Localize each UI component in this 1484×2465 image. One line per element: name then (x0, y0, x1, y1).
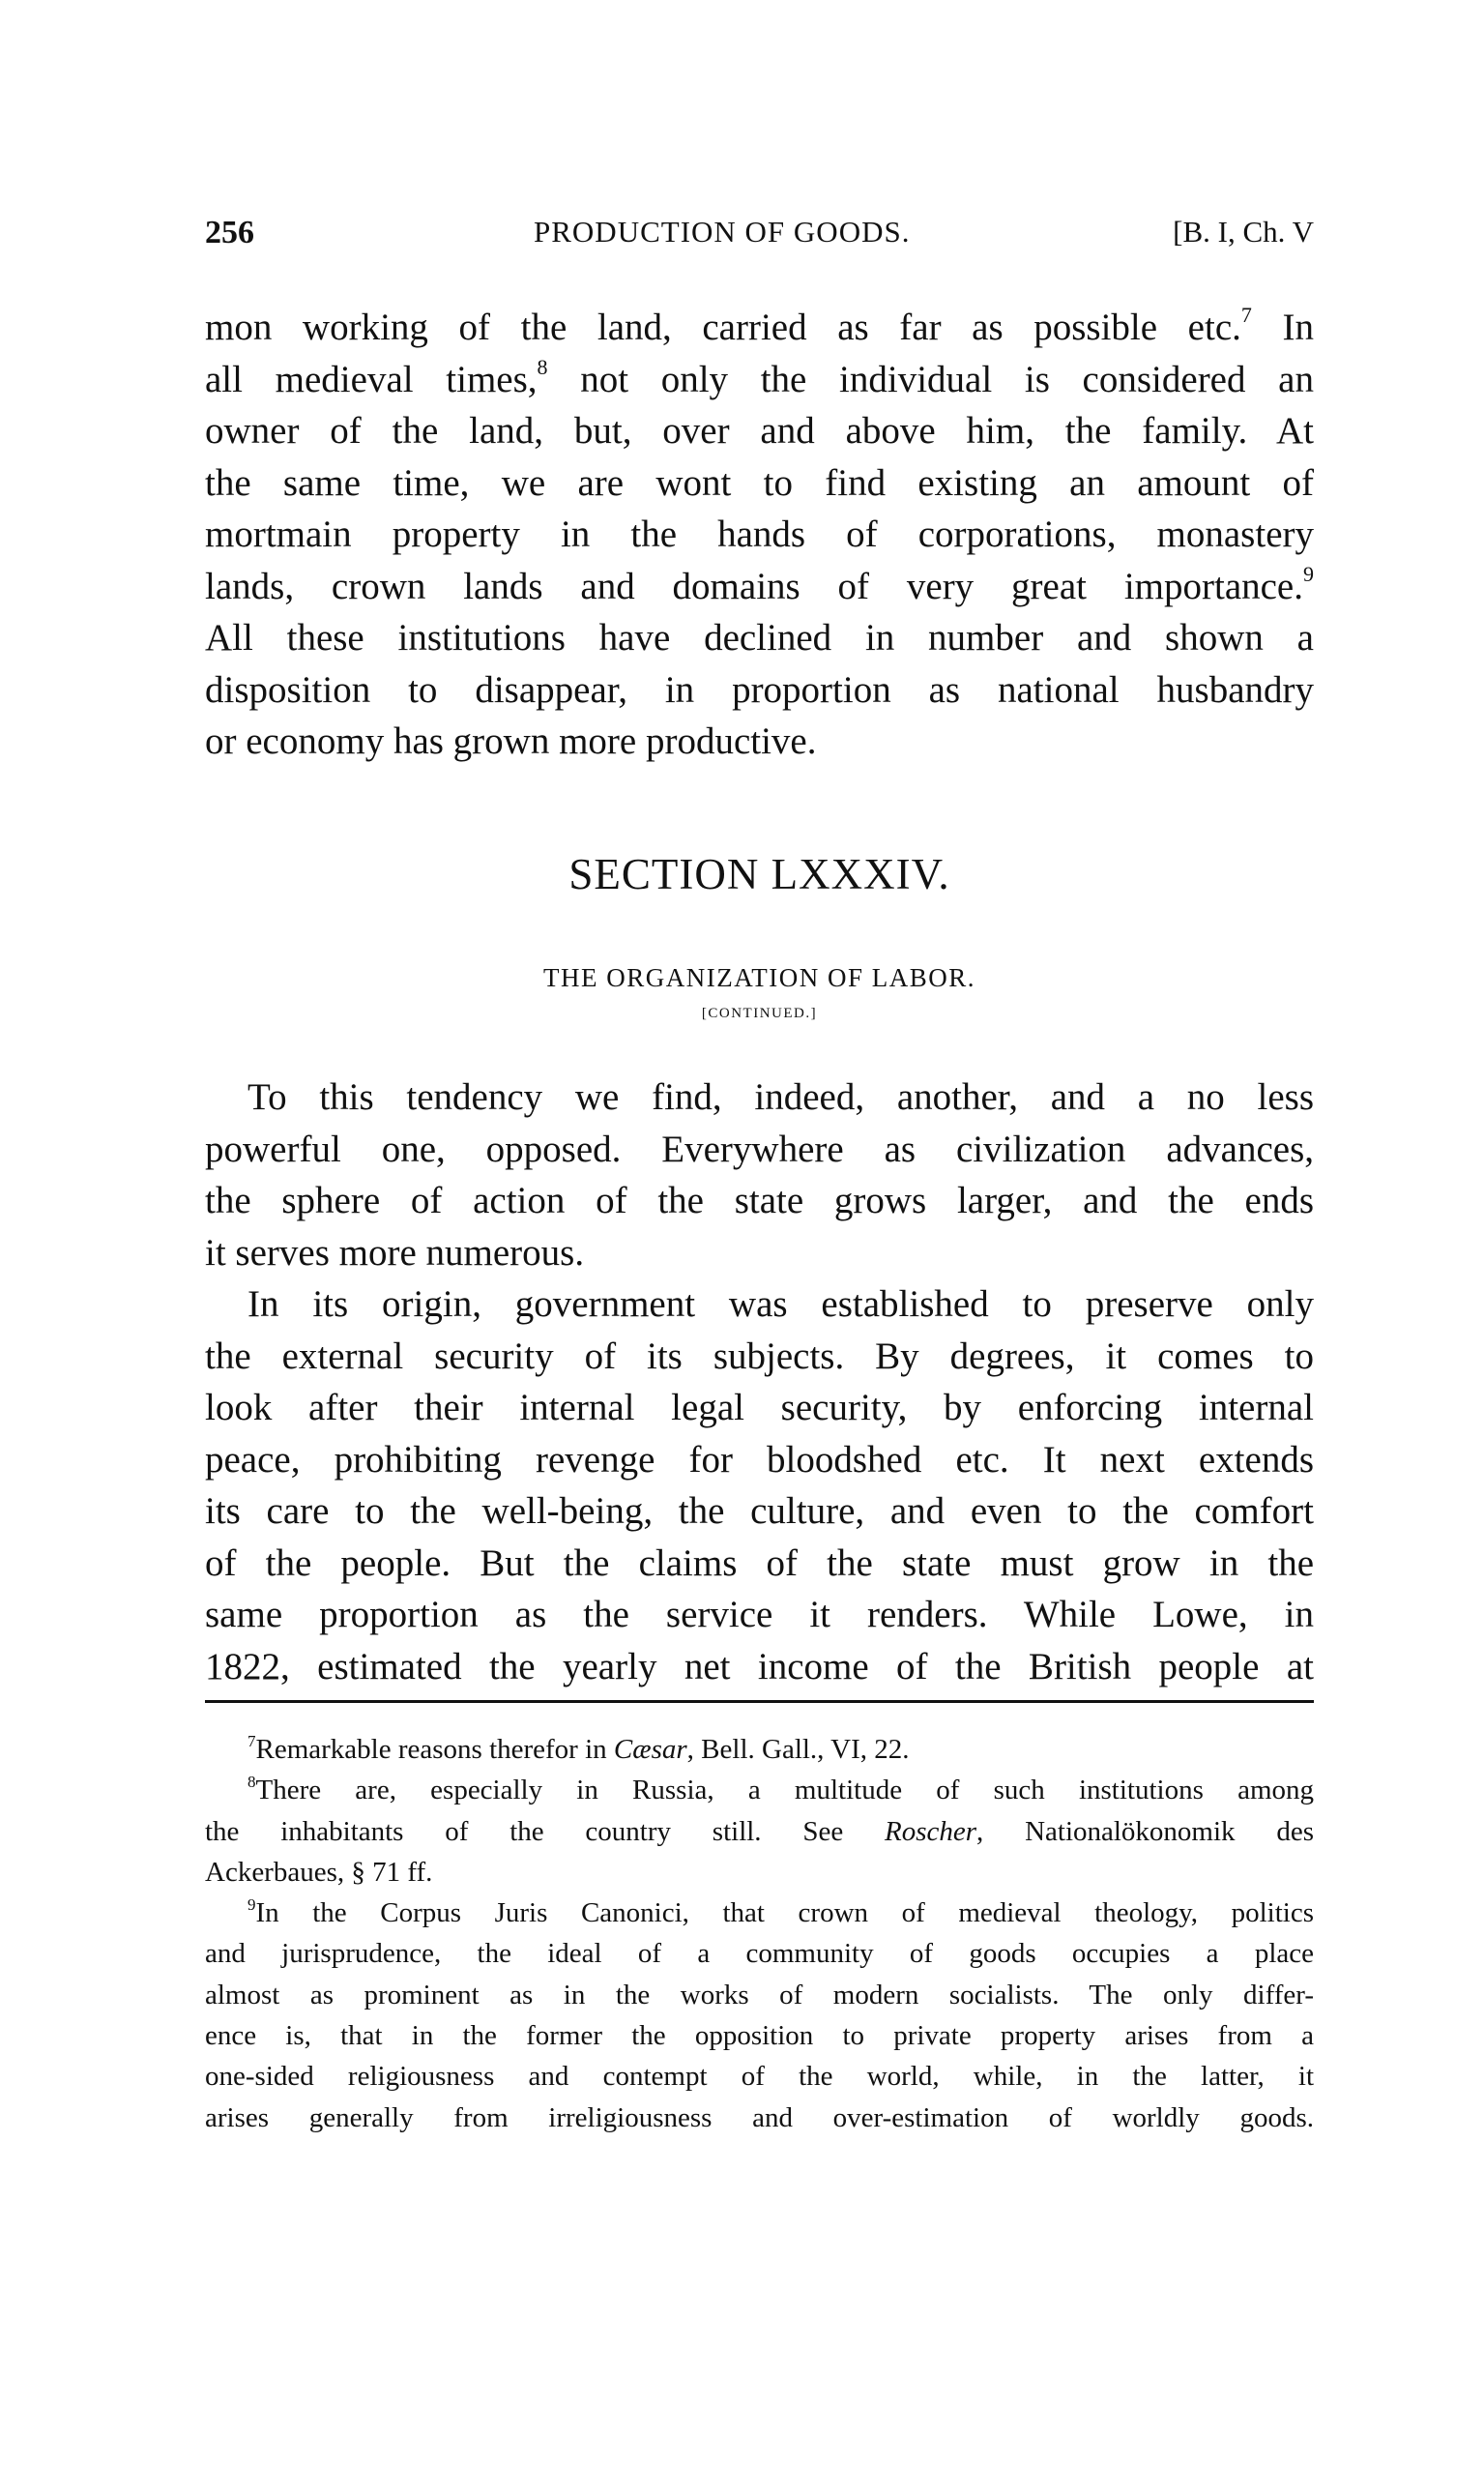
section-title: SECTION LXXXIV. (568, 850, 950, 898)
chapter-reference: [B. I, Ch. V (1173, 215, 1314, 249)
text-line: Ackerbaues, § 71 ff. (205, 1856, 433, 1888)
footnotes (205, 1729, 1314, 2138)
running-header (205, 215, 1314, 253)
text-line: lands, crown lands and domains of very great importance.$^9$ (205, 561, 1314, 607)
footnote-ref[interactable]: 8 (537, 354, 548, 379)
page-number: 256 (205, 215, 254, 250)
text-line: mon working of the land, carried as far as possible etc.$^7$ In (205, 303, 1314, 348)
text-line: look after their internal legal security, by enforcing internal (205, 1387, 1314, 1428)
text-line: powerful one, opposed. Everywhere as civilization advances, (205, 1128, 1314, 1170)
section-subtitle: THE ORGANIZATION OF LABOR. (543, 963, 975, 992)
text-line: same proportion as the service it renders. While Lowe, in (205, 1594, 1314, 1635)
footnote-divider (205, 1700, 1314, 1703)
running-title: PRODUCTION OF GOODS. (534, 215, 911, 249)
section-continued: [CONTINUED.] (701, 1006, 818, 1021)
text-line: the inhabitants of the country still. See Roscher, Nationalökonomik des (205, 1815, 1314, 1847)
paragraph-1 (205, 302, 1314, 768)
text-line: the same time, we are wont to find existing an amount of (205, 461, 1314, 504)
text-line: arises generally from irreligiousness and over-estimation of worldly goods. (205, 2101, 1314, 2133)
footnote-9: $^9$In the Corpus Juris Canonici, that crown of medieval theology, politics (247, 1895, 1314, 1929)
text-line: ence is, that in the former the opposition to private property arises from a (205, 2020, 1314, 2052)
text-line: its care to the well-being, the culture, and even to the comfort (205, 1490, 1314, 1532)
text-line: all medieval times,$^8$ not only the individual is considered an (205, 354, 1314, 400)
footnote-ref[interactable]: 9 (1303, 561, 1314, 586)
text-line: 1822, estimated the yearly net income of the British people at (205, 1645, 1314, 1687)
text-line: almost as prominent as in the works of modern socialists. The only differ- (205, 1979, 1314, 2010)
text-line: disposition to disappear, in proportion as national husbandry (205, 668, 1314, 711)
text-line: it serves more numerous. (205, 1231, 585, 1274)
text-line: owner of the land, but, over and above him, the family. At (205, 410, 1314, 452)
text-line: the external security of its subjects. By degrees, it comes to (205, 1335, 1314, 1377)
footnote-8: $^8$There are, especially in Russia, a multitude of such institutions among (247, 1773, 1314, 1806)
text-line: the sphere of action of the state grows larger, and the ends (205, 1180, 1314, 1221)
text-line: or economy has grown more productive. (205, 720, 817, 762)
paragraph-3 (205, 1278, 1314, 1692)
text-line: All these institutions have declined in number and shown a (205, 617, 1314, 659)
text-line: peace, prohibiting revenge for bloodshed etc. It next extends (205, 1438, 1314, 1481)
text-line: In its origin, government was established to preserve only (247, 1283, 1314, 1325)
text-line: of the people. But the claims of the state must grow in the (205, 1541, 1314, 1584)
text-line: and jurisprudence, the ideal of a community of goods occupies a place (205, 1938, 1314, 1970)
text-line: To this tendency we find, indeed, another, and a no less (247, 1076, 1314, 1118)
footnote-ref[interactable]: 7 (1240, 303, 1252, 327)
text-line: mortmain property in the hands of corporations, monastery (205, 514, 1314, 555)
paragraph-2 (205, 1071, 1314, 1278)
text-line: one-sided religiousness and contempt of the world, while, in the latter, it (205, 2061, 1314, 2093)
footnote-7: $^7$Remarkable reasons therefor in Cæsar, Bell. Gall., VI, 22. (247, 1732, 910, 1765)
